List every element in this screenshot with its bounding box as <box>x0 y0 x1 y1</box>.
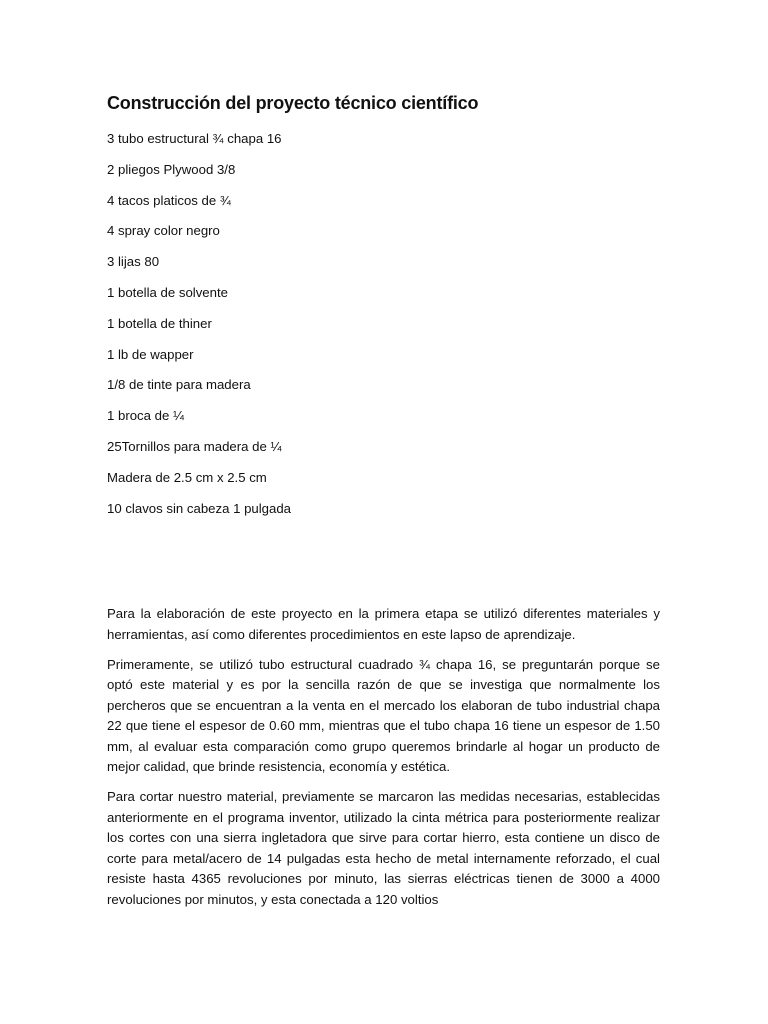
list-item: 10 clavos sin cabeza 1 pulgada <box>107 500 292 516</box>
list-item: 1/8 de tinte para madera <box>107 377 251 393</box>
paragraph: Para la elaboración de este proyecto en la primera etapa se utilizó diferentes materiales y herramientas, así como diferentes procedimientos en este lapso de aprendizaje. <box>107 606 660 642</box>
list-item: 25Tornillos para madera de ¼ <box>107 438 282 454</box>
list-item: 1 lb de wapper <box>107 346 194 362</box>
list-item: 1 broca de ¼ <box>107 408 184 424</box>
list-item: 2 pliegos Plywood 3/8 <box>107 161 236 177</box>
body-text <box>107 604 660 920</box>
list-item: Madera de 2.5 cm x 2.5 cm <box>107 469 267 485</box>
list-item: 3 lijas 80 <box>107 254 160 270</box>
document-title: Construcción del proyecto técnico científico <box>107 93 479 113</box>
paragraph: Para cortar nuestro material, previamente se marcaron las medidas necesarias, establecidas anteriormente en el programa inventor, utilizado la cinta métrica para posteriormente realizar los cortes con una sierra ingletadora que sirve para cortar hierro, esta contiene un disco de corte para metal/acero de 14 pulgadas esta hecho de metal internamente reforzado, el cual resiste hasta 4365 revoluciones por minuto, las sierras eléctricas tienen de 3000 a 4000 revoluciones por minutos, y esta conectada a 120 voltios <box>107 789 660 907</box>
list-item: 3 tubo estructural ¾ chapa 16 <box>107 131 282 146</box>
list-item: 1 botella de thiner <box>107 315 212 331</box>
list-item: 4 tacos platicos de ¾ <box>107 192 231 208</box>
paragraph: Primeramente, se utilizó tubo estructural cuadrado ¾ chapa 16, se preguntarán porque se optó este material y es por la sencilla razón de que se investiga que normalmente los percheros que se encuentran a la venta en el mercado los elaboran de tubo industrial chapa 22 que tiene el espesor de 0.60 mm, mientras que el tubo chapa 16 tiene un espesor de 1.50 mm, al evaluar esta comparación como grupo queremos brindarle al hogar un producto de mejor calidad, que brinde resistencia, economía y estética. <box>107 656 660 774</box>
list-item: 1 botella de solvente <box>107 284 228 300</box>
list-item: 4 spray color negro <box>107 223 220 239</box>
materials-list <box>107 130 291 530</box>
